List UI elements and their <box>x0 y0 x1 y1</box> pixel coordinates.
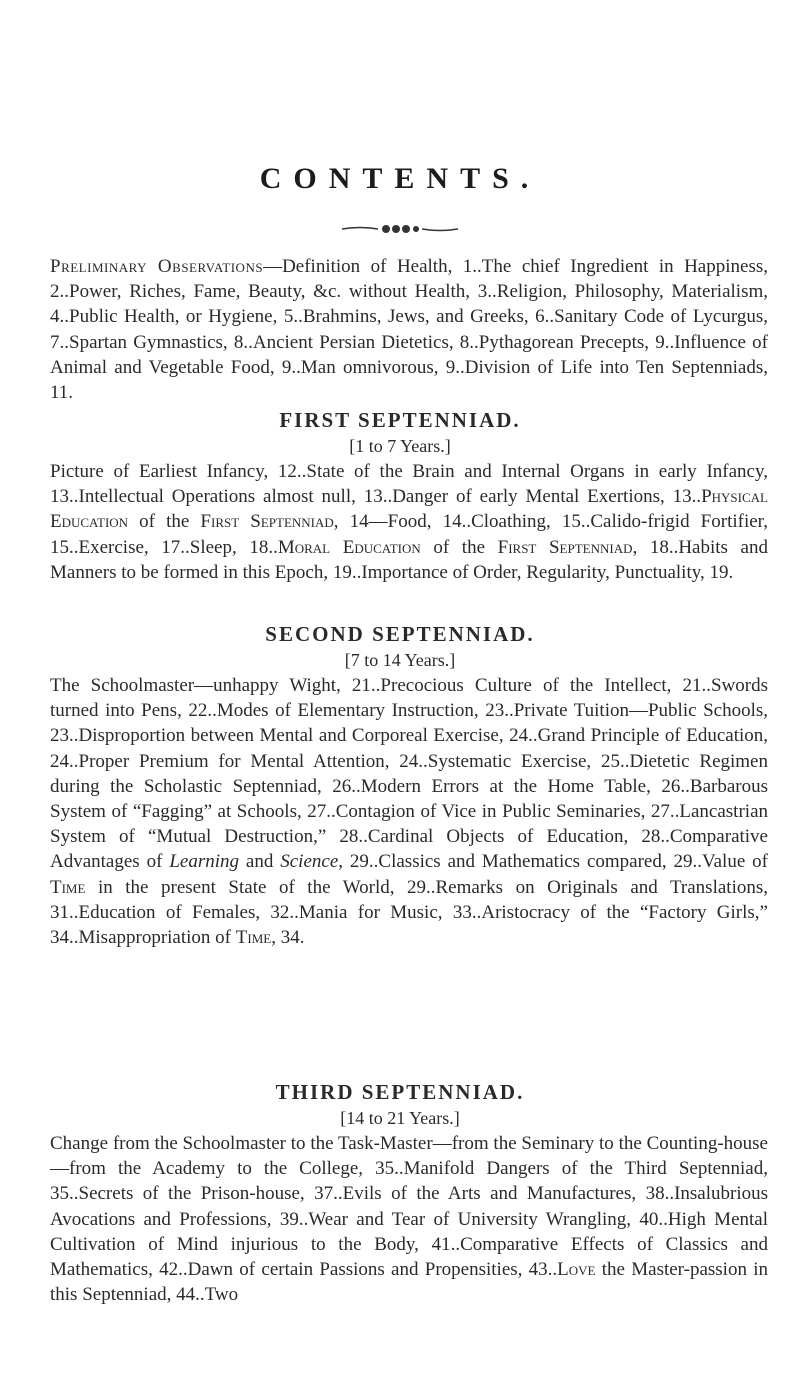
body-text-run: The Schoolmaster—unhappy Wight, 21..Precocious Culture of the Intellect, 21..Swords turned into Pens, 22..Modes of Elementary Instruction, 23..Private Tuition—Public Schools, 23..Disproportion between Mental and Corporeal Exercise, 24..Grand Principle of Education, 24..Proper Premium for Mental Attention, 24..Systematic Exercise, 25..Dietetic Regimen during the Scholastic Septenniad, 26..Modern Errors at the Home Table, 26..Barbarous System of “Fagging” at Schools, 27..Contagion of Vice in Public Seminaries, 27..Lancastrian System of “Mutual Destruction,” 28..Cardinal Objects of Education, 28..Comparative Advantages of <box>50 675 768 873</box>
section-subheading: [7 to 14 Years.] <box>344 650 456 670</box>
body-text-run: , 29..Classics and Mathematics compared, 29..Value of <box>338 851 768 873</box>
section-body <box>50 459 768 585</box>
section-heading: SECOND SEPTENNIAD. <box>265 622 535 646</box>
body-text-run: Picture of Earliest Infancy, 12..State of the Brain and Internal Organs in early Infancy, 13..Intellectual Operations almost null, 13..Danger of early Mental Exertions, 13.. <box>50 461 768 508</box>
body-text-run: , 18..Habits and Manners to be formed in this Epoch, 19..Importance of Order, Regularity, Punctuality, 19. <box>50 536 768 583</box>
body-text-run: , 14—Food, 14..Cloathing, 15..Calido-frigid Fortifier, 15..Exercise, 17..Sleep, 18.. <box>50 511 768 558</box>
body-text-run: of the <box>420 536 498 558</box>
preliminary-text: —Definition of Health, 1..The chief Ingredient in Happiness, 2..Power, Riches, Fame, Beauty, &c. without Health, 3..Religion, Philosophy, Materialism, 4..Public Health, or Hygiene, 5..Brahmins, Jews, and Greeks, 6..Sanitary Code of Lycurgus, 7..Spartan Gymnastics, 8..Ancient Persian Dietetics, 8..Pythagorean Precepts, 9..Influence of Animal and Vegetable Food, 9..Man omnivorous, 9..Division of Life into Ten Septenniads, 11. <box>50 256 768 404</box>
small-caps-text: Time <box>50 876 86 898</box>
body-text-run: of the <box>128 511 201 533</box>
section-subheading: [1 to 7 Years.] <box>349 436 451 456</box>
section-body <box>50 1131 768 1307</box>
section-heading: THIRD SEPTENNIAD. <box>275 1080 525 1104</box>
small-caps-text: First Septenniad <box>200 511 334 533</box>
italic-text: Learning <box>169 851 240 873</box>
body-text-run: in the present State of the World, 29..Remarks on Originals and Translations, 31..Education of Females, 32..Mania for Music, 33..Aristocracy of the “Factory Girls,” 34..Misappropriation of <box>50 876 768 949</box>
preliminary-paragraph <box>50 254 768 405</box>
title-ornament <box>340 222 460 236</box>
body-text-run: Change from the Schoolmaster to the Task-Master—from the Seminary to the Counting-house—from the Academy to the College, 35..Manifold Dangers of the Third Septenniad, 35..Secrets of the Prison-house, 37..Evils of the Arts and Manufactures, 38..Insalubrious Avocations and Professions, 39..Wear and Tear of University Wrangling, 40..High Mental Cultivation of Mind injurious to the Body, 41..Comparative Effects of Classics and Mathematics, 42..Dawn of certain Passions and Propensities, 43.. <box>50 1133 768 1281</box>
section-subheading: [14 to 21 Years.] <box>340 1108 460 1128</box>
page-title: CONTENTS. <box>259 162 541 195</box>
body-text-run: , 34. <box>271 927 305 949</box>
small-caps-text: Physical Education <box>50 486 768 533</box>
small-caps-text: Moral Education <box>277 536 421 558</box>
small-caps-text: First Septenniad <box>497 536 633 558</box>
small-caps-text: Love <box>557 1259 596 1281</box>
italic-text: Science <box>280 851 339 873</box>
preliminary-lead: Preliminary Observations <box>50 256 264 277</box>
small-caps-text: Time <box>235 927 272 949</box>
section-body <box>50 673 768 950</box>
section-heading: FIRST SEPTENNIAD. <box>279 408 521 432</box>
body-text-run: the Master-passion in this Septenniad, 44..Two <box>50 1259 768 1306</box>
body-text-run: and <box>239 851 281 873</box>
